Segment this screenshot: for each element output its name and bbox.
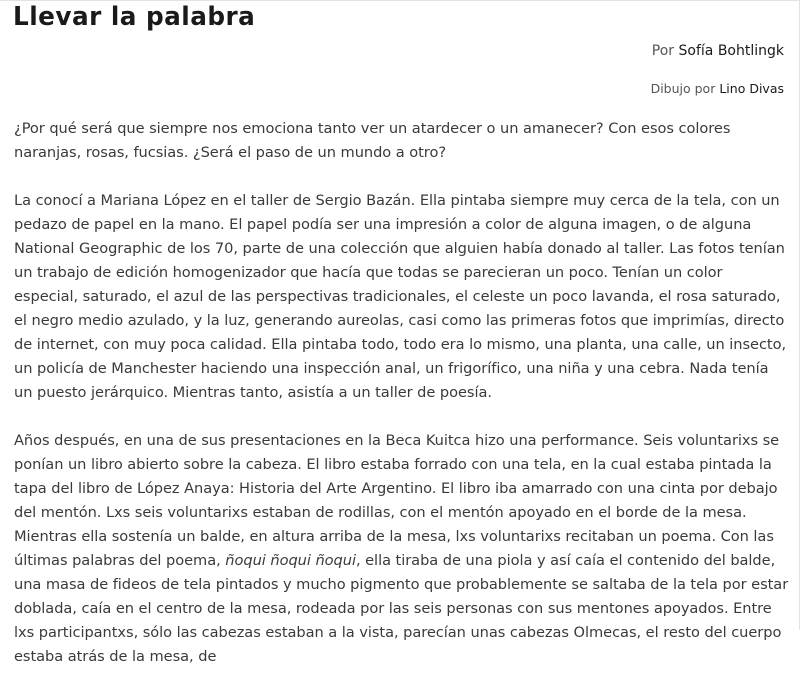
artist-link[interactable]: Lino Divas xyxy=(719,81,784,96)
paragraph-3-italic-phrase: ñoqui ñoqui ñoqui xyxy=(225,552,356,569)
paragraph-3-text-before: Años después, en una de sus presentaciones en la Beca Kuitca hizo una performance. Seis voluntarixs se ponían un libro abierto sobre la cabeza. El libro estaba forrado con una tela, en la cual estaba pintada la tapa del libro de López Anaya: Historia del Arte Argentino. El libro iba amarrado con una cinta por debajo del mentón. Lxs seis voluntarixs estaban de rodillas, con el mentón apoyado en el borde de la mesa. Mientras ella sostenía un balde, en altura arriba de la mesa, lxs voluntarixs recitaban un poema. Con las últimas palabras del poema, xyxy=(14,432,780,569)
paragraph-3-text-after: , ella tiraba de una piola y así caía el contenido del balde, una masa de fideos de tela pintados y mucho pigmento que probablemente se saltaba de la tela por estar doblada, caía en el centro de la mesa, rodeada por las seis personas con sus mentones apoyados. Entre lxs participantxs, sólo las cabezas estaban a la vista, parecían unas cabezas Olmecas, el resto del cuerpo estaba atrás de la mesa, de xyxy=(14,552,789,665)
paragraph-3 xyxy=(14,429,789,669)
article-body xyxy=(14,117,789,693)
article-title: Llevar la palabra xyxy=(13,2,256,32)
byline-prefix: Por xyxy=(651,43,675,59)
drawing-prefix: Dibujo por xyxy=(650,81,716,96)
author-byline xyxy=(652,43,784,59)
illustration-credit xyxy=(651,81,784,96)
author-link[interactable]: Sofía Bohtlingk xyxy=(678,43,784,59)
paragraph-1: ¿Por qué será que siempre nos emociona tanto ver un atardecer o un amanecer? Con esos colores naranjas, rosas, fucsias. ¿Será el paso de un mundo a otro? xyxy=(14,120,731,161)
paragraph-2: La conocí a Mariana López en el taller de Sergio Bazán. Ella pintaba siempre muy cerca de la tela, con un pedazo de papel en la mano. El papel podía ser una impresión a color de alguna imagen, o de alguna National Geographic de los 70, parte de una colección que alguien había donado al taller. Las fotos tenían un trabajo de edición homogenizador que hacía que todas se parecieran un poco. Tenían un color especial, saturado, el azul de las perspectivas tradicionales, el celeste un poco lavanda, el rosa saturado, el negro medio azulado, y la luz, generando aureolas, casi como las primeras fotos que imprimías, directo de internet, con muy poca calidad. Ella pintaba todo, todo era lo mismo, una planta, una calle, un insecto, un policía de Manchester haciendo una inspección anal, un frigorífico, una niña y una cebra. Nada tenía un puesto jerárquico. Mientras tanto, asistía a un taller de poesía. xyxy=(14,192,787,401)
